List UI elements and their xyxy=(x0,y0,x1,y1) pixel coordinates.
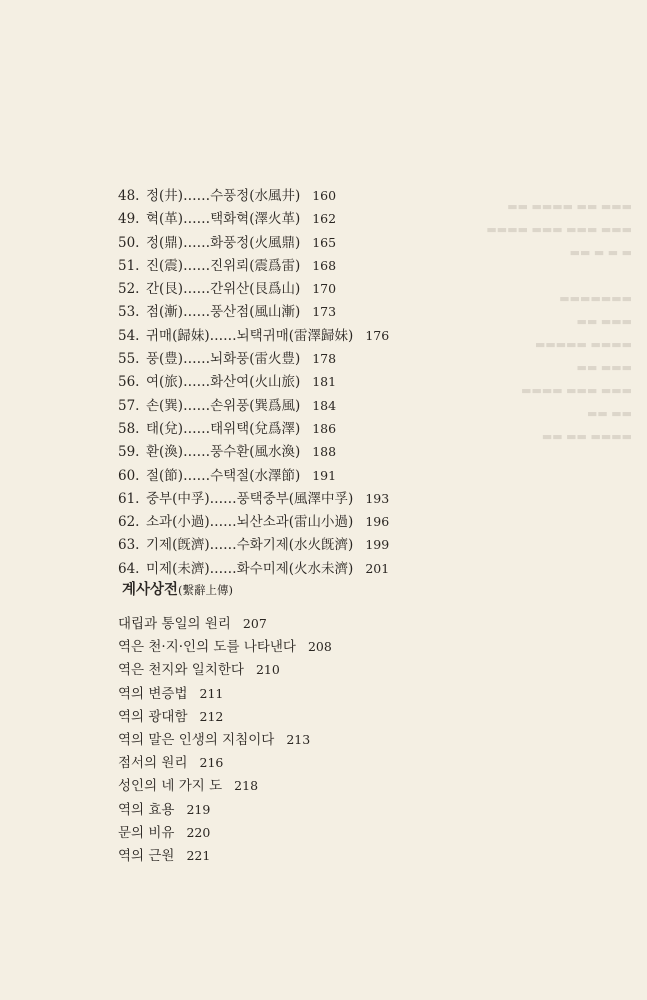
entry-page: 162 xyxy=(312,211,337,227)
toc-entry xyxy=(118,277,618,300)
section-title-hanja: (繫辭上傳) xyxy=(178,583,234,597)
entry-page: 188 xyxy=(312,444,337,460)
entry-text: 진(震)……진위뢰(震爲雷) xyxy=(146,257,301,274)
toc-entries xyxy=(118,184,618,580)
entry-text: 소과(小過)……뇌산소과(雷山小過) xyxy=(146,514,354,531)
topic-entry xyxy=(118,821,618,844)
entry-number: 54. xyxy=(118,327,140,344)
entry-page: 165 xyxy=(312,234,337,250)
entry-number: 58. xyxy=(118,420,140,437)
entry-text: 귀매(歸妹)……뇌택귀매(雷澤歸妹) xyxy=(146,327,354,344)
topic-entry xyxy=(118,798,618,821)
toc-entry xyxy=(118,370,618,393)
toc-entry xyxy=(118,464,618,487)
entry-text: 간(艮)……간위산(艮爲山) xyxy=(146,281,301,298)
entry-number: 61. xyxy=(118,490,140,507)
toc-entry xyxy=(118,184,618,207)
topic-text: 문의 비유 xyxy=(118,824,175,841)
toc-entry xyxy=(118,207,618,230)
topic-page: 218 xyxy=(234,778,259,794)
entry-page: 186 xyxy=(312,420,337,436)
topic-entry xyxy=(118,635,618,658)
topic-page: 211 xyxy=(199,685,224,701)
entry-page: 173 xyxy=(312,304,337,320)
entry-number: 56. xyxy=(118,374,140,391)
entry-page: 160 xyxy=(312,188,337,203)
entry-text: 기제(旣濟)……수화기제(水火旣濟) xyxy=(146,537,354,554)
entry-text: 혁(革)……택화혁(澤火革) xyxy=(146,211,301,228)
bleed-through-decoration: ▬▬▬ ▬▬ ▬▬▬▬ ▬▬ ▬▬▬ ▬▬▬ ▬▬▬ ▬▬▬▬ ▬ ▬ ▬ ▬▬ ▬▬▬▬▬▬▬ ▬▬▬ ▬▬ ▬▬▬▬ ▬▬▬▬▬ ▬▬▬ ▬▬ ▬▬▬ ▬▬▬ ▬▬▬▬ ▬▬ ▬▬ ▬▬▬▬ ▬▬ ▬▬ xyxy=(486,200,632,443)
entry-number: 55. xyxy=(118,351,140,368)
topic-page: 207 xyxy=(242,616,267,631)
topic-text: 역은 천·지·인의 도를 나타낸다 xyxy=(118,639,296,656)
entry-page: 201 xyxy=(365,560,390,576)
entry-page: 193 xyxy=(365,490,390,506)
toc-entry xyxy=(118,254,618,277)
entry-page: 199 xyxy=(365,537,390,553)
topic-entry xyxy=(118,705,618,728)
section-heading xyxy=(122,578,233,599)
entry-page: 196 xyxy=(365,514,390,530)
topic-text: 성인의 네 가지 도 xyxy=(118,778,223,795)
toc-entry xyxy=(118,394,618,417)
topic-text: 역의 변증법 xyxy=(118,685,188,702)
entry-text: 풍(豊)……뇌화풍(雷火豊) xyxy=(146,351,301,368)
topic-entry xyxy=(118,612,618,635)
toc-entry xyxy=(118,347,618,370)
entry-text: 여(旅)……화산여(火山旅) xyxy=(146,374,301,391)
toc-entry xyxy=(118,557,618,580)
entry-number: 51. xyxy=(118,257,140,274)
topic-page: 220 xyxy=(186,824,211,840)
entry-text: 환(渙)……풍수환(風水渙) xyxy=(146,444,301,461)
entry-number: 59. xyxy=(118,444,140,461)
toc-entry xyxy=(118,440,618,463)
toc-entry xyxy=(118,300,618,323)
topic-page: 221 xyxy=(186,847,211,863)
entry-text: 정(井)……수풍정(水風井) xyxy=(146,188,301,204)
topic-text: 대립과 통일의 원리 xyxy=(118,616,231,632)
entry-text: 정(鼎)……화풍정(火風鼎) xyxy=(146,234,301,251)
topic-page: 216 xyxy=(199,755,224,771)
topic-text: 역은 천지와 일치한다 xyxy=(118,662,244,679)
topic-entry xyxy=(118,728,618,751)
toc-entry xyxy=(118,417,618,440)
entry-number: 60. xyxy=(118,467,140,484)
entry-number: 64. xyxy=(118,560,140,577)
entry-text: 태(兌)……태위택(兌爲澤) xyxy=(146,420,301,437)
toc-entry xyxy=(118,510,618,533)
topic-text: 점서의 원리 xyxy=(118,755,188,772)
topic-page: 212 xyxy=(199,708,224,724)
topic-text: 역의 효용 xyxy=(118,801,175,818)
entry-number: 48. xyxy=(118,188,140,204)
entry-number: 62. xyxy=(118,514,140,531)
entry-text: 점(漸)……풍산점(風山漸) xyxy=(146,304,301,321)
topic-entry xyxy=(118,774,618,797)
entry-number: 50. xyxy=(118,234,140,251)
toc-entry xyxy=(118,487,618,510)
topic-text: 역의 근원 xyxy=(118,847,175,864)
topic-entry xyxy=(118,682,618,705)
topic-page: 210 xyxy=(255,662,280,678)
topic-text: 역의 말은 인생의 지침이다 xyxy=(118,731,275,748)
topic-page: 208 xyxy=(307,639,332,655)
entry-text: 절(節)……수택절(水澤節) xyxy=(146,467,301,484)
entry-number: 52. xyxy=(118,281,140,298)
entry-page: 184 xyxy=(312,397,337,413)
topic-entry xyxy=(118,658,618,681)
entry-number: 63. xyxy=(118,537,140,554)
toc-entry xyxy=(118,533,618,556)
entry-text: 손(巽)……손위풍(巽爲風) xyxy=(146,397,301,414)
toc-entry xyxy=(118,231,618,254)
entry-number: 49. xyxy=(118,211,140,228)
entry-page: 176 xyxy=(365,327,390,343)
entry-number: 57. xyxy=(118,397,140,414)
section-title-text: 계사상전 xyxy=(122,581,179,598)
entry-page: 191 xyxy=(312,467,337,483)
topic-text: 역의 광대함 xyxy=(118,708,188,725)
toc-entry xyxy=(118,324,618,347)
topic-page: 213 xyxy=(286,731,311,747)
entry-page: 168 xyxy=(312,257,337,273)
topic-page: 219 xyxy=(186,801,211,817)
entry-text: 중부(中孚)……풍택중부(風澤中孚) xyxy=(146,490,354,507)
entry-page: 181 xyxy=(312,374,337,390)
entry-page: 178 xyxy=(312,351,337,367)
entry-number: 53. xyxy=(118,304,140,321)
section-topics xyxy=(118,612,618,867)
entry-text: 미제(未濟)……화수미제(火水未濟) xyxy=(146,560,354,577)
entry-page: 170 xyxy=(312,281,337,297)
topic-entry xyxy=(118,844,618,867)
topic-entry xyxy=(118,751,618,774)
